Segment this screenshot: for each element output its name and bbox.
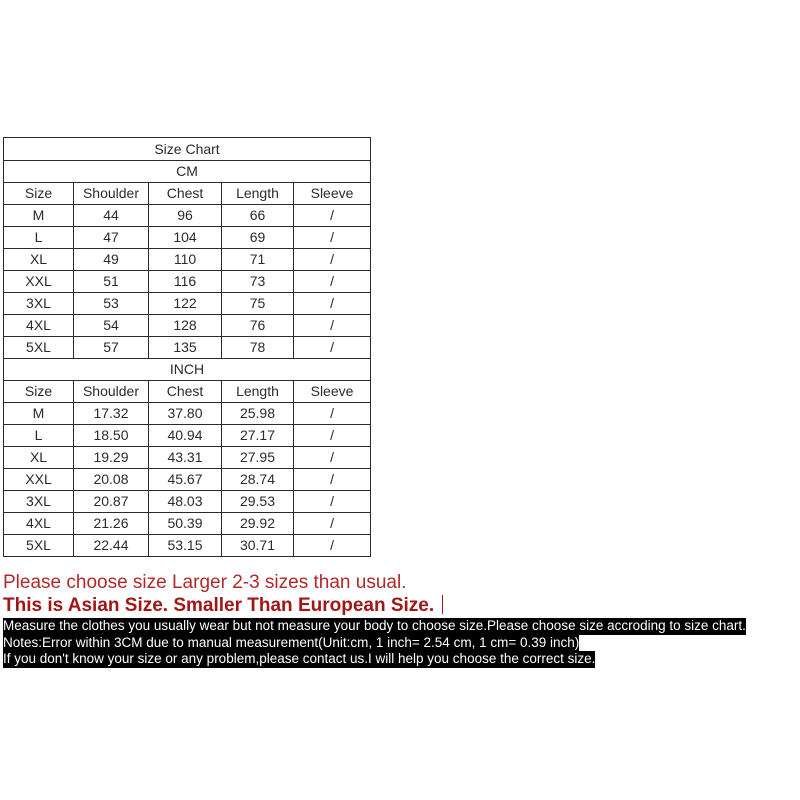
cm-cell-chest: 110 [149,249,222,271]
inch-cell-chest: 53.15 [149,535,222,557]
text-cursor-bar [442,595,443,614]
cm-cell-sleeve: / [294,315,371,337]
cm-header-chest: Chest [149,183,222,205]
cm-cell-chest: 104 [149,227,222,249]
table-row [4,425,371,447]
table-row [4,513,371,535]
cm-cell-size: XXL [4,271,74,293]
cm-cell-length: 73 [222,271,294,293]
inch-cell-shoulder: 20.87 [74,491,149,513]
cm-cell-shoulder: 54 [74,315,149,337]
cm-cell-shoulder: 47 [74,227,149,249]
cm-cell-shoulder: 44 [74,205,149,227]
inch-cell-size: M [4,403,74,425]
inch-cell-size: 5XL [4,535,74,557]
cm-cell-shoulder: 57 [74,337,149,359]
inch-cell-length: 28.74 [222,469,294,491]
size-advice-note [3,572,800,594]
table-row [4,293,371,315]
inch-unit-row [4,359,371,381]
inch-cell-size: XL [4,447,74,469]
inch-cell-length: 27.95 [222,447,294,469]
cm-cell-length: 66 [222,205,294,227]
cm-cell-length: 71 [222,249,294,271]
cm-header-sleeve: Sleeve [294,183,371,205]
inch-cell-length: 27.17 [222,425,294,447]
inch-cell-chest: 37.80 [149,403,222,425]
inch-header-length: Length [222,381,294,403]
cm-cell-shoulder: 53 [74,293,149,315]
inch-cell-shoulder: 17.32 [74,403,149,425]
size-advice-text: Please choose size Larger 2-3 sizes than usual. [3,572,407,593]
inch-cell-sleeve: / [294,535,371,557]
table-row [4,315,371,337]
inch-cell-shoulder: 21.26 [74,513,149,535]
inch-cell-sleeve: / [294,491,371,513]
error-note: Notes:Error within 3CM due to manual measurement(Unit:cm, 1 inch= 2.54 cm, 1 cm= 0.39 inch) [3,634,580,650]
inch-cell-chest: 48.03 [149,491,222,513]
inch-cell-sleeve: / [294,425,371,447]
cm-cell-chest: 96 [149,205,222,227]
cm-header-length: Length [222,183,294,205]
cm-cell-sleeve: / [294,337,371,359]
contact-note: If you don't know your size or any problem,please contact us.I will help you choose the correct size. [3,651,596,666]
cm-header-size: Size [4,183,74,205]
table-row [4,249,371,271]
inch-cell-chest: 43.31 [149,447,222,469]
cm-cell-shoulder: 49 [74,249,149,271]
inch-unit-label: INCH [4,359,371,381]
cm-header-row [4,183,371,205]
inch-cell-chest: 45.67 [149,469,222,491]
inch-cell-shoulder: 19.29 [74,447,149,469]
chart-title-row [4,138,371,161]
cm-cell-sleeve: / [294,227,371,249]
table-row [4,227,371,249]
cm-cell-chest: 128 [149,315,222,337]
table-row [4,403,371,425]
cm-cell-sleeve: / [294,205,371,227]
table-row [4,447,371,469]
table-row [4,469,371,491]
table-row [4,205,371,227]
inch-cell-size: L [4,425,74,447]
inch-cell-sleeve: / [294,469,371,491]
inch-cell-sleeve: / [294,513,371,535]
cm-cell-size: 4XL [4,315,74,337]
inch-cell-shoulder: 20.08 [74,469,149,491]
inch-cell-sleeve: / [294,447,371,469]
cm-cell-size: L [4,227,74,249]
cm-cell-length: 76 [222,315,294,337]
chart-title: Size Chart [4,138,371,161]
inch-cell-length: 29.92 [222,513,294,535]
cm-cell-length: 78 [222,337,294,359]
inch-cell-length: 25.98 [222,403,294,425]
inch-cell-shoulder: 22.44 [74,535,149,557]
cm-cell-size: XL [4,249,74,271]
table-row [4,337,371,359]
inch-header-chest: Chest [149,381,222,403]
notes-section [3,572,800,668]
cm-header-shoulder: Shoulder [74,183,149,205]
asian-size-note [3,594,800,618]
cm-cell-shoulder: 51 [74,271,149,293]
inch-header-shoulder: Shoulder [74,381,149,403]
inch-cell-size: 4XL [4,513,74,535]
cm-cell-length: 75 [222,293,294,315]
cm-unit-label: CM [4,161,371,183]
cm-cell-chest: 135 [149,337,222,359]
size-chart-body [4,138,371,557]
cm-cell-size: 5XL [4,337,74,359]
cm-cell-size: 3XL [4,293,74,315]
size-chart-table [3,137,371,557]
inch-cell-shoulder: 18.50 [74,425,149,447]
table-row [4,491,371,513]
cm-cell-sleeve: / [294,293,371,315]
inch-header-sleeve: Sleeve [294,381,371,403]
inch-header-size: Size [4,381,74,403]
cm-cell-sleeve: / [294,249,371,271]
inch-cell-length: 29.53 [222,491,294,513]
inch-cell-size: 3XL [4,491,74,513]
asian-size-text: This is Asian Size. Smaller Than European Size. [3,595,435,616]
cm-cell-sleeve: / [294,271,371,293]
inch-header-row [4,381,371,403]
cm-cell-length: 69 [222,227,294,249]
inch-cell-sleeve: / [294,403,371,425]
cm-cell-size: M [4,205,74,227]
inch-cell-chest: 40.94 [149,425,222,447]
table-row [4,271,371,293]
inch-cell-size: XXL [4,469,74,491]
cm-unit-row [4,161,371,183]
table-row [4,535,371,557]
inch-cell-chest: 50.39 [149,513,222,535]
measure-note: Measure the clothes you usually wear but not measure your body to choose size.Please choose size accroding to size chart. [3,618,746,633]
cm-cell-chest: 116 [149,271,222,293]
cm-cell-chest: 122 [149,293,222,315]
inch-cell-length: 30.71 [222,535,294,557]
